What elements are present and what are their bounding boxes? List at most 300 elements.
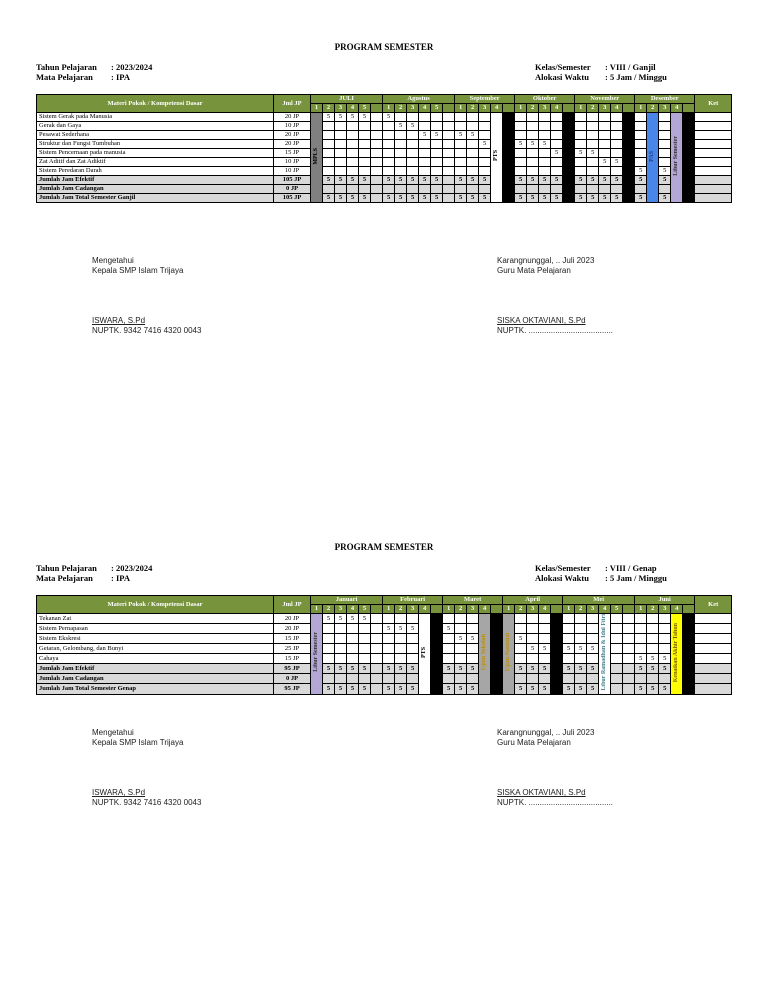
header-week-sep (371, 104, 383, 113)
sig-left-line1: Mengetahui (92, 256, 134, 265)
summary-label: Jumlah Jam Total Semester Ganjil (37, 194, 274, 203)
header-week-number: 3 (539, 104, 551, 113)
week-value: 5 (659, 654, 671, 664)
week-cell (347, 185, 359, 194)
week-cell (611, 140, 623, 149)
materi-cell: Getaran, Gelombang, dan Bunyi (37, 644, 274, 654)
week-cell (467, 158, 479, 167)
week-cell (455, 624, 467, 634)
jp-cell: 15 JP (274, 654, 311, 664)
week-cell (539, 674, 551, 684)
header-week-number: 2 (515, 605, 527, 614)
week-cell (515, 149, 527, 158)
week-value: 5 (383, 684, 395, 694)
week-value: 5 (515, 634, 527, 644)
week-cell (323, 624, 335, 634)
header-week-number: 3 (407, 605, 419, 614)
week-cell (395, 634, 407, 644)
week-cell (455, 158, 467, 167)
week-value: 5 (599, 158, 611, 167)
week-cell (635, 644, 647, 654)
week-value: 5 (467, 684, 479, 694)
kelas-label: Kelas/Semester (535, 62, 591, 72)
week-value: 5 (575, 664, 587, 674)
mapel-value: : IPA (111, 72, 130, 82)
week-cell (539, 158, 551, 167)
week-cell (587, 624, 599, 634)
week-cell (419, 113, 431, 122)
special-column (647, 113, 659, 203)
week-cell (527, 634, 539, 644)
week-cell (659, 614, 671, 624)
kelas-label: Kelas/Semester (535, 563, 591, 573)
header-month: September (455, 95, 515, 104)
week-cell (515, 113, 527, 122)
week-value: 5 (431, 194, 443, 203)
ket-cell (695, 176, 732, 185)
week-cell (587, 654, 599, 664)
week-value: 5 (335, 176, 347, 185)
week-cell (323, 158, 335, 167)
week-cell (431, 140, 443, 149)
week-value: 5 (635, 664, 647, 674)
week-cell (407, 149, 419, 158)
header-week-number: 2 (587, 104, 599, 113)
week-cell (359, 167, 371, 176)
week-cell (371, 149, 383, 158)
week-cell (479, 113, 491, 122)
header-month: JULI (311, 95, 383, 104)
week-cell (359, 131, 371, 140)
week-cell (371, 664, 383, 674)
week-cell (635, 131, 647, 140)
week-cell (347, 634, 359, 644)
week-cell (347, 654, 359, 664)
week-cell (599, 122, 611, 131)
week-cell (407, 185, 419, 194)
week-value: 5 (383, 624, 395, 634)
header-week-number: 1 (311, 104, 323, 113)
week-value: 5 (563, 684, 575, 694)
week-value: 5 (575, 194, 587, 203)
header-week-number: 4 (539, 605, 551, 614)
week-cell (323, 167, 335, 176)
header-week-number: 1 (635, 104, 647, 113)
week-cell (347, 167, 359, 176)
table-row (37, 644, 732, 654)
week-cell (443, 634, 455, 644)
week-cell (527, 185, 539, 194)
week-cell (455, 185, 467, 194)
week-cell (599, 149, 611, 158)
week-value: 5 (467, 176, 479, 185)
header-week-number: 3 (599, 104, 611, 113)
special-column (551, 614, 563, 695)
alokasi-value: : 5 Jam / Minggu (605, 72, 667, 82)
header-week-number: 4 (347, 104, 359, 113)
week-cell (623, 644, 635, 654)
week-value: 5 (323, 113, 335, 122)
header-week-number: 2 (323, 104, 335, 113)
special-column (491, 113, 503, 203)
week-cell (443, 674, 455, 684)
week-cell (527, 113, 539, 122)
week-cell (527, 167, 539, 176)
week-value: 5 (659, 684, 671, 694)
week-cell (467, 185, 479, 194)
week-cell (443, 113, 455, 122)
week-cell (659, 149, 671, 158)
jp-cell: 20 JP (274, 614, 311, 624)
week-cell (611, 674, 623, 684)
week-cell (323, 674, 335, 684)
week-value: 5 (527, 684, 539, 694)
week-cell (515, 614, 527, 624)
special-column (311, 614, 323, 695)
jp-cell: 15 JP (274, 149, 311, 158)
week-cell (431, 185, 443, 194)
week-cell (347, 149, 359, 158)
week-cell (635, 634, 647, 644)
week-cell (383, 167, 395, 176)
week-cell (347, 158, 359, 167)
ket-cell (695, 664, 732, 674)
page-title-semester-genap: PROGRAM SEMESTER (334, 542, 434, 552)
week-cell (635, 122, 647, 131)
week-cell (551, 113, 563, 122)
week-cell (551, 140, 563, 149)
week-value: 5 (635, 194, 647, 203)
header-month: Oktober (515, 95, 575, 104)
header-week-number: 4 (611, 104, 623, 113)
special-column-label: PAS (649, 150, 656, 162)
week-value: 5 (647, 654, 659, 664)
week-cell (359, 185, 371, 194)
week-cell (659, 158, 671, 167)
header-week-number: 4 (599, 605, 611, 614)
sig-left-nuptk: NUPTK. 9342 7416 4320 0043 (92, 798, 202, 807)
week-cell (515, 674, 527, 684)
special-column (563, 113, 575, 203)
week-value: 5 (575, 684, 587, 694)
week-cell (407, 113, 419, 122)
week-cell (335, 624, 347, 634)
week-cell (527, 674, 539, 684)
week-cell (443, 167, 455, 176)
week-cell (479, 167, 491, 176)
week-cell (347, 674, 359, 684)
week-value: 5 (455, 684, 467, 694)
jp-cell: 15 JP (274, 634, 311, 644)
week-cell (335, 122, 347, 131)
week-cell (323, 131, 335, 140)
week-cell (635, 614, 647, 624)
header-month: Desember (635, 95, 695, 104)
week-value: 5 (323, 194, 335, 203)
header-week-sep (623, 104, 635, 113)
week-value: 5 (527, 644, 539, 654)
week-cell (563, 654, 575, 664)
week-cell (467, 674, 479, 684)
jp-cell: 10 JP (274, 167, 311, 176)
week-cell (335, 185, 347, 194)
header-week-number: 1 (575, 104, 587, 113)
week-cell (611, 644, 623, 654)
week-cell (515, 131, 527, 140)
ket-cell (695, 167, 732, 176)
week-value: 5 (443, 624, 455, 634)
table-row (37, 664, 732, 674)
week-cell (623, 674, 635, 684)
week-value: 5 (407, 122, 419, 131)
week-cell (347, 131, 359, 140)
week-cell (335, 149, 347, 158)
week-cell (323, 149, 335, 158)
sig-right-nuptk: NUPTK. ...................................... (497, 326, 614, 335)
week-cell (383, 634, 395, 644)
week-cell (383, 674, 395, 684)
header-row-months (37, 596, 732, 605)
week-value: 5 (467, 664, 479, 674)
week-cell (443, 158, 455, 167)
week-cell (335, 131, 347, 140)
week-value: 5 (395, 176, 407, 185)
week-value: 5 (467, 634, 479, 644)
week-cell (599, 131, 611, 140)
info-right-genap (535, 563, 667, 583)
week-value: 5 (323, 664, 335, 674)
week-cell (455, 644, 467, 654)
week-cell (443, 644, 455, 654)
week-cell (575, 614, 587, 624)
header-week-number: 4 (419, 605, 431, 614)
header-jml-jp: Jml JP (274, 596, 311, 614)
week-cell (623, 654, 635, 664)
special-column-label: Libur Semester (673, 136, 680, 176)
header-month: Januari (311, 596, 383, 605)
week-cell (335, 140, 347, 149)
week-value: 5 (539, 140, 551, 149)
week-cell (359, 654, 371, 664)
header-week-sep (371, 605, 383, 614)
special-column (503, 113, 515, 203)
header-week-number: 5 (431, 104, 443, 113)
week-cell (455, 140, 467, 149)
week-value: 5 (359, 113, 371, 122)
ket-cell (695, 131, 732, 140)
ket-cell (695, 674, 732, 684)
materi-cell: Struktur dan Fungsi Tumbuhan (37, 140, 274, 149)
special-column-label: Ujian Sekolah (481, 634, 488, 671)
table-row (37, 634, 732, 644)
week-value: 5 (635, 167, 647, 176)
week-cell (383, 158, 395, 167)
week-cell (323, 654, 335, 664)
sig-left-line2: Kepala SMP Islam Trijaya (92, 738, 184, 747)
week-value: 5 (539, 176, 551, 185)
week-cell (467, 113, 479, 122)
header-week-number: 1 (455, 104, 467, 113)
week-cell (515, 158, 527, 167)
week-value: 5 (515, 664, 527, 674)
week-cell (407, 131, 419, 140)
week-value: 5 (455, 634, 467, 644)
week-cell (527, 158, 539, 167)
week-cell (575, 634, 587, 644)
week-value: 5 (455, 194, 467, 203)
header-row-months (37, 95, 732, 104)
week-value: 5 (455, 176, 467, 185)
week-value: 5 (419, 131, 431, 140)
week-cell (383, 122, 395, 131)
week-cell (539, 624, 551, 634)
week-value: 5 (467, 194, 479, 203)
week-cell (323, 644, 335, 654)
week-cell (587, 674, 599, 684)
signature-left-genap (92, 728, 201, 808)
summary-jp: 95 JP (274, 664, 311, 674)
week-cell (635, 624, 647, 634)
week-cell (515, 654, 527, 664)
week-value: 5 (335, 684, 347, 694)
ket-cell (695, 122, 732, 131)
header-week-number: 4 (671, 104, 683, 113)
week-cell (395, 149, 407, 158)
alokasi-value: : 5 Jam / Minggu (605, 573, 667, 583)
jp-cell: 10 JP (274, 122, 311, 131)
week-value: 5 (383, 176, 395, 185)
week-cell (371, 614, 383, 624)
table-row (37, 624, 732, 634)
week-cell (623, 664, 635, 674)
week-cell (371, 176, 383, 185)
ket-cell (695, 654, 732, 664)
week-cell (563, 674, 575, 684)
special-column-label: Libur Semester (313, 632, 319, 673)
week-cell (575, 122, 587, 131)
week-cell (635, 149, 647, 158)
week-value: 5 (335, 614, 347, 624)
week-cell (467, 149, 479, 158)
special-column (671, 614, 683, 695)
week-cell (371, 644, 383, 654)
week-cell (467, 167, 479, 176)
week-cell (371, 684, 383, 694)
week-value: 5 (611, 194, 623, 203)
week-cell (611, 624, 623, 634)
week-cell (515, 185, 527, 194)
week-cell (371, 654, 383, 664)
week-cell (395, 185, 407, 194)
week-cell (431, 149, 443, 158)
week-value: 5 (539, 194, 551, 203)
week-cell (659, 674, 671, 684)
week-cell (611, 654, 623, 664)
header-week-sep (623, 605, 635, 614)
week-cell (335, 654, 347, 664)
ket-cell (695, 194, 732, 203)
header-week-number: 4 (671, 605, 683, 614)
materi-cell: Gerak dan Gaya (37, 122, 274, 131)
week-cell (383, 140, 395, 149)
materi-cell: Sistem Gerak pada Manusia (37, 113, 274, 122)
week-cell (587, 140, 599, 149)
week-cell (587, 131, 599, 140)
week-value: 5 (335, 664, 347, 674)
week-value: 5 (419, 194, 431, 203)
week-cell (359, 634, 371, 644)
jp-cell: 10 JP (274, 158, 311, 167)
week-cell (467, 122, 479, 131)
special-column (683, 113, 695, 203)
mapel-label: Mata Pelajaran (36, 573, 93, 583)
week-cell (659, 624, 671, 634)
week-cell (359, 624, 371, 634)
special-column-label: PTS (493, 150, 500, 162)
week-cell (659, 644, 671, 654)
header-week-number: 5 (359, 104, 371, 113)
week-cell (539, 131, 551, 140)
week-cell (371, 122, 383, 131)
special-column (599, 614, 611, 695)
week-cell (539, 149, 551, 158)
tahun-label: Tahun Pelajaran (36, 563, 97, 573)
week-cell (443, 149, 455, 158)
schedule-table-genap (36, 595, 732, 695)
special-column (671, 113, 683, 203)
header-materi: Materi Pokok / Kompetensi Dasar (37, 596, 274, 614)
week-cell (395, 131, 407, 140)
week-cell (335, 158, 347, 167)
week-cell (623, 634, 635, 644)
week-cell (563, 624, 575, 634)
week-cell (659, 185, 671, 194)
week-cell (479, 149, 491, 158)
week-cell (407, 654, 419, 664)
week-cell (599, 167, 611, 176)
alokasi-label: Alokasi Waktu (535, 573, 589, 583)
week-cell (323, 122, 335, 131)
week-cell (455, 149, 467, 158)
week-value: 5 (563, 644, 575, 654)
materi-cell: Cahaya (37, 654, 274, 664)
week-value: 5 (323, 684, 335, 694)
header-ket: Ket (695, 596, 732, 614)
special-column (683, 614, 695, 695)
week-cell (659, 634, 671, 644)
week-value: 5 (335, 113, 347, 122)
week-cell (407, 644, 419, 654)
table-row (37, 674, 732, 684)
week-value: 5 (407, 684, 419, 694)
week-value: 5 (587, 194, 599, 203)
week-value: 5 (527, 664, 539, 674)
week-cell (431, 113, 443, 122)
week-cell (359, 122, 371, 131)
week-value: 5 (347, 664, 359, 674)
week-cell (623, 624, 635, 634)
week-cell (347, 644, 359, 654)
week-cell (431, 122, 443, 131)
week-value: 5 (587, 176, 599, 185)
header-week-number: 1 (443, 605, 455, 614)
header-week-number: 5 (359, 605, 371, 614)
week-cell (539, 654, 551, 664)
week-cell (395, 167, 407, 176)
header-week-number: 1 (311, 605, 323, 614)
week-cell (539, 614, 551, 624)
table-row (37, 113, 732, 122)
